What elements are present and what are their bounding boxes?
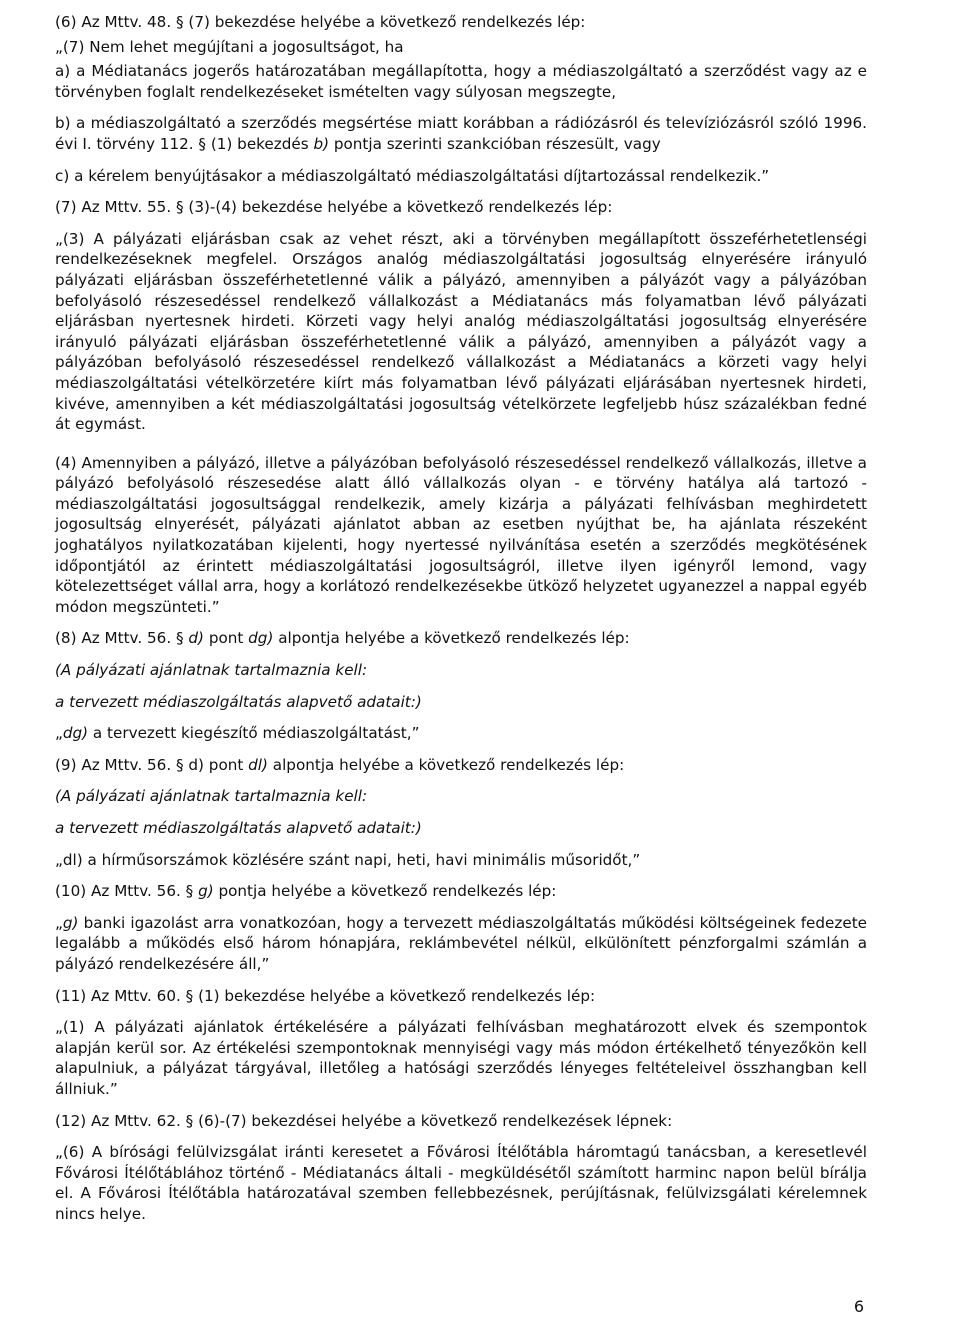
text-run: (10) Az Mttv. 56. §: [55, 882, 199, 901]
italic-run: a tervezett médiaszolgáltatás alapvető adatait:): [55, 692, 422, 711]
italic-run: (A pályázati ajánlatnak tartalmaznia kell:: [55, 787, 368, 806]
paragraph-section-6: „(6) A bírósági felülvizsgálat iránti keresetet a Fővárosi Ítélőtábla háromtagú tanácsban, a keresetlevél Fővárosi Ítélőtáblához történő - Médiatanács általi - megküldésétől számított harminc napon belül bírálja el. A Fővárosi Ítélőtábla határozatával szemben fellebbezésnek, perújításnak, felülvizsgálati kérelemnek nincs helye.: [55, 1143, 867, 1223]
paragraph-amendment-6: (6) Az Mttv. 48. § (7) bekezdése helyébe a következő rendelkezés lép:: [55, 13, 586, 31]
document-page: [55, 12, 867, 1225]
text-run: banki igazolást arra vonatkozóan, hogy a tervezett médiaszolgáltatás működési költségeinek fedezete legalább a működés első három hónapjára, reklámbevétel nélkül, elkülönített pénzforgalmi számlán a pályázó rendelkezésére áll,”: [55, 913, 867, 973]
paragraph-amendment-12: (12) Az Mttv. 62. § (6)-(7) bekezdései helyébe a következő rendelkezések lépnek:: [55, 1111, 673, 1130]
text-run: „: [55, 724, 63, 743]
paragraph-point-a: a) a Médiatanács jogerős határozatában megállapította, hogy a médiaszolgáltató a szerződést vagy az e törvényben foglalt rendelkezéseket ismételten vagy súlyosan megszegte,: [55, 62, 867, 101]
italic-run: d): [188, 629, 204, 648]
paragraph-intro-italic: [55, 660, 867, 681]
paragraph-section-4: (4) Amennyiben a pályázó, illetve a pályázóban befolyásoló részesedéssel rendelkező vállalkozás, illetve a pályázó befolyásoló részesedése alatt álló vállalkozás olyan - e törvény hatálya alá tartozó - médiaszolgáltatási jogosultsággal rendelkezik, amely kizárja a pályázati felhívásban meghirdetett jogosultság elnyerését, pályázati ajánlatot abban az esetben nyújthat be, ha ajánlata részeként joghatályos nyilatkozatában kijelenti, hogy nyertessé nyilvánítása esetén a szerződés megkötésének időpontjától az érintett médiaszolgáltatási jogosultságról, illetve ilyen igényről lemond, vagy kötelezettséget vállal arra, hogy a korlátozó rendelkezésekbe ütköző helyzetet ugyanezzel a nappal egyéb módon megszünteti.”: [55, 453, 867, 616]
paragraph-point-b: [55, 113, 867, 154]
italic-run: dg): [248, 629, 274, 648]
italic-run: b): [313, 134, 330, 153]
paragraph-intro-italic-4: [55, 818, 867, 839]
italic-run: dl): [248, 755, 268, 774]
italic-run: dg): [62, 724, 89, 743]
text-run: pont: [204, 629, 249, 648]
paragraph-amendment-10: [55, 881, 867, 902]
paragraph-amendment-11: (11) Az Mttv. 60. § (1) bekezdése helyébe a következő rendelkezés lép:: [55, 986, 596, 1005]
paragraph-amendment-8: [55, 628, 867, 649]
italic-run: (A pályázati ajánlatnak tartalmaznia kell:: [55, 661, 368, 680]
paragraph-amendment-7: (7) Az Mttv. 55. § (3)-(4) bekezdése helyébe a következő rendelkezés lép:: [55, 198, 613, 217]
paragraph-point-dl: „dl) a hírműsorszámok közlésére szánt napi, heti, havi minimális műsoridőt,”: [55, 850, 641, 869]
italic-run: g): [198, 882, 214, 901]
italic-run: g): [62, 913, 79, 932]
paragraph-section-3: „(3) A pályázati eljárásban csak az vehet részt, aki a törvényben megállapított összeférhetetlenségi rendelkezéseknek megfelel. Országos analóg médiaszolgáltatási jogosultság elnyerésére irányuló pályázati eljárásban összeférhetetlenné válik a pályázó, amennyiben a pályázót vagy a pályázóban befolyásoló részesedéssel rendelkező vállalkozást a Médiatanács más folyamatban lévő pályázati eljárásban nyertesnek hirdeti. Körzeti vagy helyi analóg médiaszolgáltatási jogosultság elnyerésére irányuló pályázati eljárásban összeférhetetlenné válik a pályázó, amennyiben a pályázót vagy a pályázóban befolyásoló részesedéssel rendelkező vállalkozást a Médiatanács a körzeti vagy helyi médiaszolgáltatási vételkörzetére kiírt más folyamatban lévő pályázati eljárásában nyertesnek hirdeti, kivéve, amennyiben a két médiaszolgáltatási jogosultság vételkörzete legfeljebb húsz százalékban fedné át egymást.: [55, 229, 867, 434]
paragraph-section-1: „(1) A pályázati ajánlatok értékelésére a pályázati felhívásban meghatározott elvek és szempontok alapján kerül sor. Az értékelési szempontoknak mennyiségi vagy más módon értékelhető tényezőkön kell alapulniuk, a pályázat tárgyával, illetőleg a hatósági szerződés lényeges feltételeivel összhangban kell állniuk.”: [55, 1018, 867, 1098]
paragraph-intro-italic-3: [55, 786, 867, 807]
paragraph-amendment-9: [55, 755, 867, 776]
text-run: b) a médiaszolgáltató a szerződés megsértése miatt korábban a rádiózásról és televíziózásról szóló 1996. évi I. törvény 112. § (1) bekezdés: [55, 114, 867, 153]
paragraph-point-c: c) a kérelem benyújtásakor a médiaszolgáltató médiaszolgáltatási díjtartozással rendelkezik.”: [55, 166, 770, 185]
text-run: (9) Az Mttv. 56. § d) pont: [55, 755, 249, 774]
text-run: alpontja helyébe a következő rendelkezés lép:: [267, 755, 625, 774]
text-run: a tervezett kiegészítő médiaszolgáltatást,”: [88, 724, 420, 743]
text-run: pontja szerinti szankcióban részesült, vagy: [329, 134, 661, 153]
italic-run: a tervezett médiaszolgáltatás alapvető adatait:): [55, 819, 422, 837]
text-run: pontja helyébe a következő rendelkezés lép:: [213, 882, 557, 901]
page-number: 6: [853, 1297, 864, 1316]
paragraph-point-dg: [55, 723, 867, 744]
paragraph-quote-7: „(7) Nem lehet megújítani a jogosultságot, ha: [55, 37, 404, 56]
text-run: (8) Az Mttv. 56. §: [55, 629, 189, 648]
text-run: „: [55, 913, 63, 932]
paragraph-intro-italic-2: [55, 692, 867, 713]
paragraph-point-g: [55, 913, 867, 975]
text-run: alpontja helyébe a következő rendelkezés lép:: [273, 629, 630, 648]
